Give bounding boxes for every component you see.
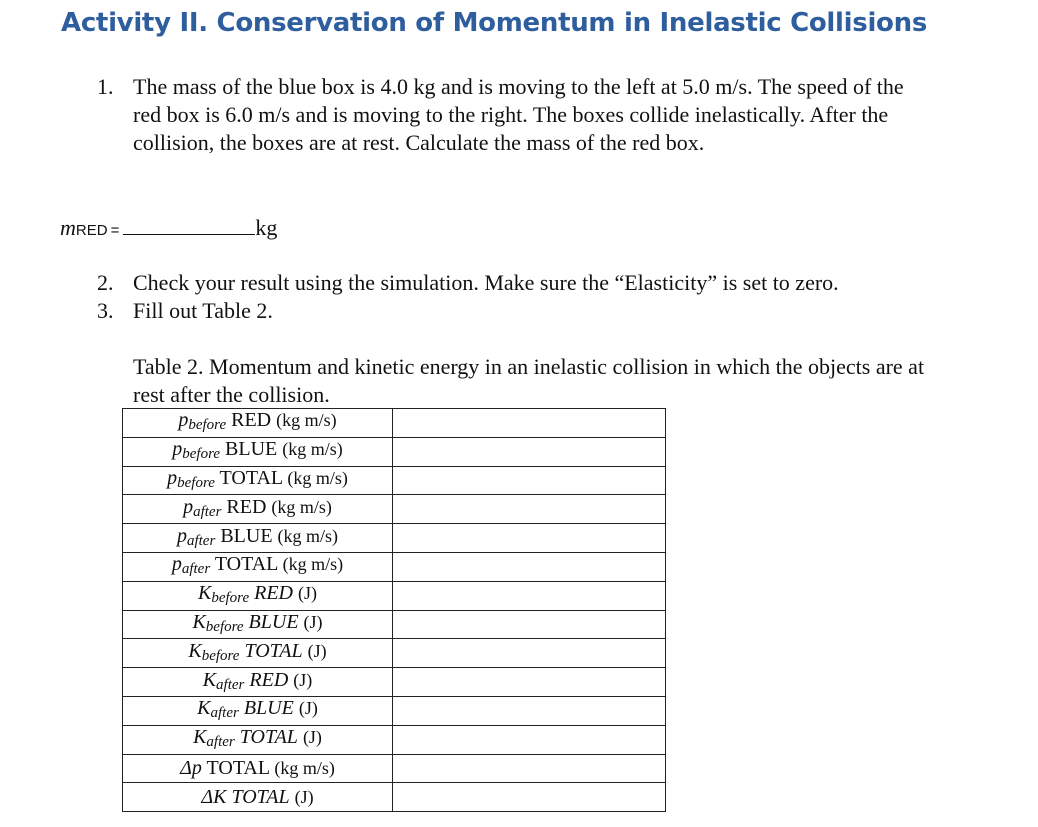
mass-red-answer-line	[60, 214, 277, 245]
quantity-subscript: after	[206, 734, 235, 751]
quantity-subscript: before	[188, 417, 227, 434]
quantity-symbol: Δp	[180, 757, 202, 780]
object-name: TOTAL	[214, 553, 278, 576]
quantity-symbol: p	[171, 553, 182, 576]
table-row	[123, 725, 666, 754]
equals-sign: =	[110, 222, 120, 239]
object-name: RED	[249, 668, 289, 691]
question-number: 2.	[97, 270, 114, 295]
question-text: Fill out Table 2.	[133, 298, 273, 323]
quantity-symbol: K	[193, 726, 207, 749]
object-name: BLUE	[243, 697, 294, 720]
unit-label: (J)	[293, 669, 313, 690]
answer-cell[interactable]	[393, 466, 666, 495]
object-name: RED	[231, 409, 272, 432]
table-row	[123, 409, 666, 438]
quantity-symbol: p	[183, 495, 194, 518]
mass-unit: kg	[255, 215, 278, 240]
object-name: RED	[226, 495, 267, 518]
quantity-subscript: before	[205, 618, 244, 635]
quantity-symbol: p	[178, 409, 189, 432]
quantity-symbol: K	[198, 582, 212, 605]
mass-subscript: RED	[75, 222, 108, 239]
activity-title: Activity II. Conservation of Momentum in Inelastic Collisions	[61, 8, 928, 38]
unit-label: (J)	[303, 611, 323, 632]
quantity-symbol: K	[188, 639, 202, 662]
question-text: The mass of the blue box is 4.0 kg and is moving to the left at 5.0 m/s. The speed of the red box is 6.0 m/s and is moving to the right. The boxes collide inelastically. After the collision, the boxes are at rest. Calculate the mass of the red box.	[133, 74, 904, 155]
quantity-subscript: after	[181, 561, 211, 578]
row-label	[123, 783, 393, 812]
answer-cell[interactable]	[393, 639, 666, 668]
object-name: BLUE	[248, 610, 299, 633]
row-label	[123, 552, 393, 581]
question-text: Check your result using the simulation. Make sure the “Elasticity” is set to zero.	[133, 270, 839, 295]
answer-cell[interactable]	[393, 725, 666, 754]
table-caption: Table 2. Momentum and kinetic energy in an inelastic collision in which the objects are at rest after the collision.	[133, 354, 925, 407]
object-name: BLUE	[220, 524, 273, 547]
unit-label: (J)	[307, 640, 327, 661]
object-name: TOTAL	[244, 639, 303, 662]
quantity-subscript: after	[193, 503, 222, 520]
unit-label: (J)	[294, 787, 314, 808]
table-row	[123, 524, 666, 553]
unit-label: (kg m/s)	[271, 496, 332, 517]
row-label	[123, 668, 393, 697]
table-row	[123, 783, 666, 812]
answer-cell[interactable]	[393, 610, 666, 639]
quantity-symbol: ΔK	[201, 786, 227, 809]
table-row	[123, 552, 666, 581]
table-row	[123, 495, 666, 524]
quantity-subscript: after	[186, 532, 216, 549]
unit-label: (J)	[298, 698, 318, 719]
row-label	[123, 754, 393, 783]
quantity-symbol: K	[202, 668, 217, 691]
object-name: TOTAL	[231, 786, 290, 809]
unit-label: (J)	[302, 727, 322, 748]
object-name: TOTAL	[239, 726, 298, 749]
answer-cell[interactable]	[393, 552, 666, 581]
answer-cell[interactable]	[393, 581, 666, 610]
table-row	[123, 668, 666, 697]
answer-cell[interactable]	[393, 754, 666, 783]
momentum-energy-table	[122, 408, 666, 812]
quantity-subscript: after	[210, 705, 239, 722]
quantity-subscript: before	[177, 474, 215, 491]
quantity-symbol: p	[167, 466, 178, 489]
answer-cell[interactable]	[393, 409, 666, 438]
question-number: 1.	[97, 74, 114, 99]
table-row	[123, 696, 666, 725]
mass-symbol: mRED	[60, 215, 108, 240]
table-row	[123, 610, 666, 639]
unit-label: (J)	[298, 583, 317, 604]
question-number: 3.	[97, 298, 114, 323]
object-name: TOTAL	[219, 466, 283, 489]
object-name: TOTAL	[206, 757, 270, 780]
quantity-symbol: K	[192, 610, 206, 633]
quantity-subscript: after	[216, 676, 245, 693]
row-label	[123, 409, 393, 438]
answer-cell[interactable]	[393, 668, 666, 697]
answer-cell[interactable]	[393, 437, 666, 466]
answer-cell[interactable]	[393, 495, 666, 524]
row-label	[123, 524, 393, 553]
row-label	[123, 639, 393, 668]
object-name: BLUE	[225, 438, 278, 461]
unit-label: (kg m/s)	[287, 467, 348, 488]
row-label	[123, 466, 393, 495]
table-row	[123, 437, 666, 466]
unit-label: (kg m/s)	[276, 410, 337, 431]
answer-cell[interactable]	[393, 783, 666, 812]
row-label	[123, 610, 393, 639]
unit-label: (kg m/s)	[277, 525, 339, 546]
answer-cell[interactable]	[393, 524, 666, 553]
answer-cell[interactable]	[393, 696, 666, 725]
table-row	[123, 639, 666, 668]
row-label	[123, 581, 393, 610]
row-label	[123, 495, 393, 524]
unit-label: (kg m/s)	[282, 554, 344, 575]
table-row	[123, 581, 666, 610]
quantity-subscript: before	[201, 647, 240, 664]
mass-red-answer-blank[interactable]	[123, 216, 255, 235]
unit-label: (kg m/s)	[282, 439, 343, 460]
quantity-subscript: before	[211, 590, 250, 607]
quantity-symbol: p	[176, 524, 187, 547]
quantity-symbol: p	[172, 438, 183, 461]
row-label	[123, 725, 393, 754]
table-row	[123, 754, 666, 783]
table-row	[123, 466, 666, 495]
object-name: RED	[254, 582, 293, 605]
row-label	[123, 437, 393, 466]
quantity-subscript: before	[182, 446, 221, 463]
quantity-symbol: K	[197, 697, 211, 720]
row-label	[123, 696, 393, 725]
unit-label: (kg m/s)	[274, 758, 335, 779]
